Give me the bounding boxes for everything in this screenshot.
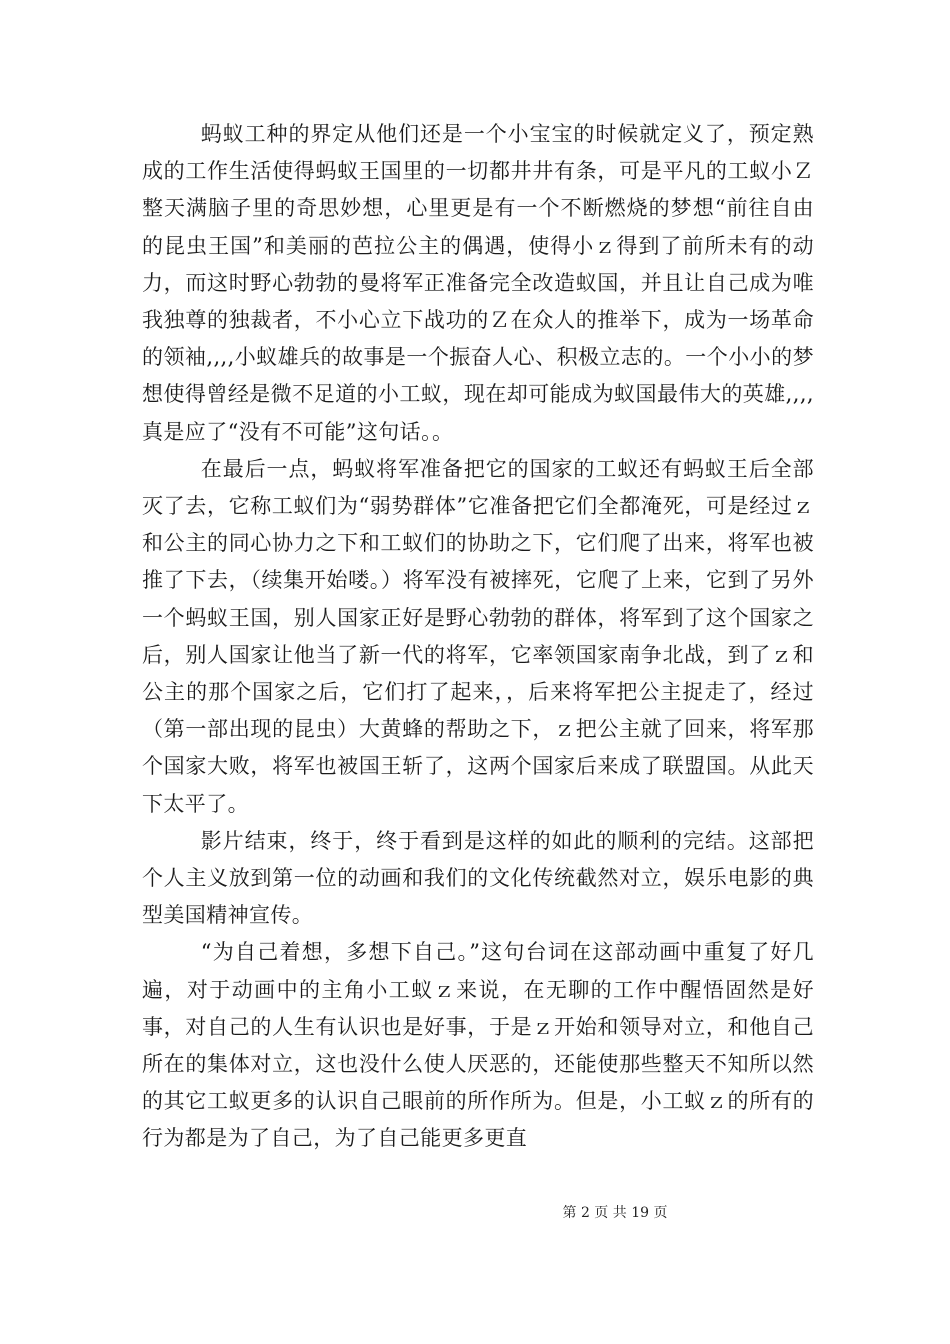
paragraph-1: 蚂蚁工种的界定从他们还是一个小宝宝的时候就定义了，预定熟成的工作生活使得蚂蚁王国里的一切都井井有条，可是平凡的工蚁小Ｚ整天满脑子里的奇思妙想，心里更是有一个不断燃烧的梦想“前往自由的昆虫王国”和美丽的芭拉公主的偶遇，使得小ｚ得到了前所未有的动力，而这时野心勃勃的曼将军正准备完全改造蚁国，并且让自己成为唯我独尊的独裁者，不小心立下战功的Ｚ在众人的推举下，成为一场革命的领袖,,,,小蚁雄兵的故事是一个振奋人心、积极立志的。一个小小的梦想使得曾经是微不足道的小工蚁，现在却可能成为蚁国最伟大的英雄,,,,真是应了“没有不可能”这句话。。	[142, 122, 814, 444]
page-number-footer: 第 2 页 共 19 页	[562, 1205, 668, 1221]
paragraph-4: “为自己着想，多想下自己。”这句台词在这部动画中重复了好几遍，对于动画中的主角小工蚁ｚ来说，在无聊的工作中醒悟固然是好事，对自己的人生有认识也是好事，于是ｚ开始和领导对立，和他自己所在的集体对立，这也没什么使人厌恶的，还能使那些整天不知所以然的其它工蚁更多的认识自己眼前的所作所为。但是，小工蚁ｚ的所有的行为都是为了自己，为了自己能更多更直	[142, 940, 814, 1151]
paragraph-3: 影片结束，终于，终于看到是这样的如此的顺利的完结。这部把个人主义放到第一位的动画和我们的文化传统截然对立，娱乐电影的典型美国精神宣传。	[142, 828, 814, 928]
document-body	[142, 116, 814, 1158]
paragraph-2: 在最后一点，蚂蚁将军准备把它的国家的工蚁还有蚂蚁王后全部灭了去，它称工蚁们为“弱势群体”它准备把它们全都淹死，可是经过ｚ和公主的同心协力之下和工蚁们的协助之下，它们爬了出来，将军也被推了下去，（续集开始喽。）将军没有被摔死，它爬了上来，它到了另外一个蚂蚁王国，别人国家正好是野心勃勃的群体，将军到了这个国家之后，别人国家让他当了新一代的将军，它率领国家南争北战，到了ｚ和公主的那个国家之后，它们打了起来，，后来将军把公主捉走了，经过（第一部出现的昆虫）大黄蜂的帮助之下，ｚ把公主就了回来，将军那个国家大败，将军也被国王斩了，这两个国家后来成了联盟国。从此天下太平了。	[142, 456, 814, 816]
